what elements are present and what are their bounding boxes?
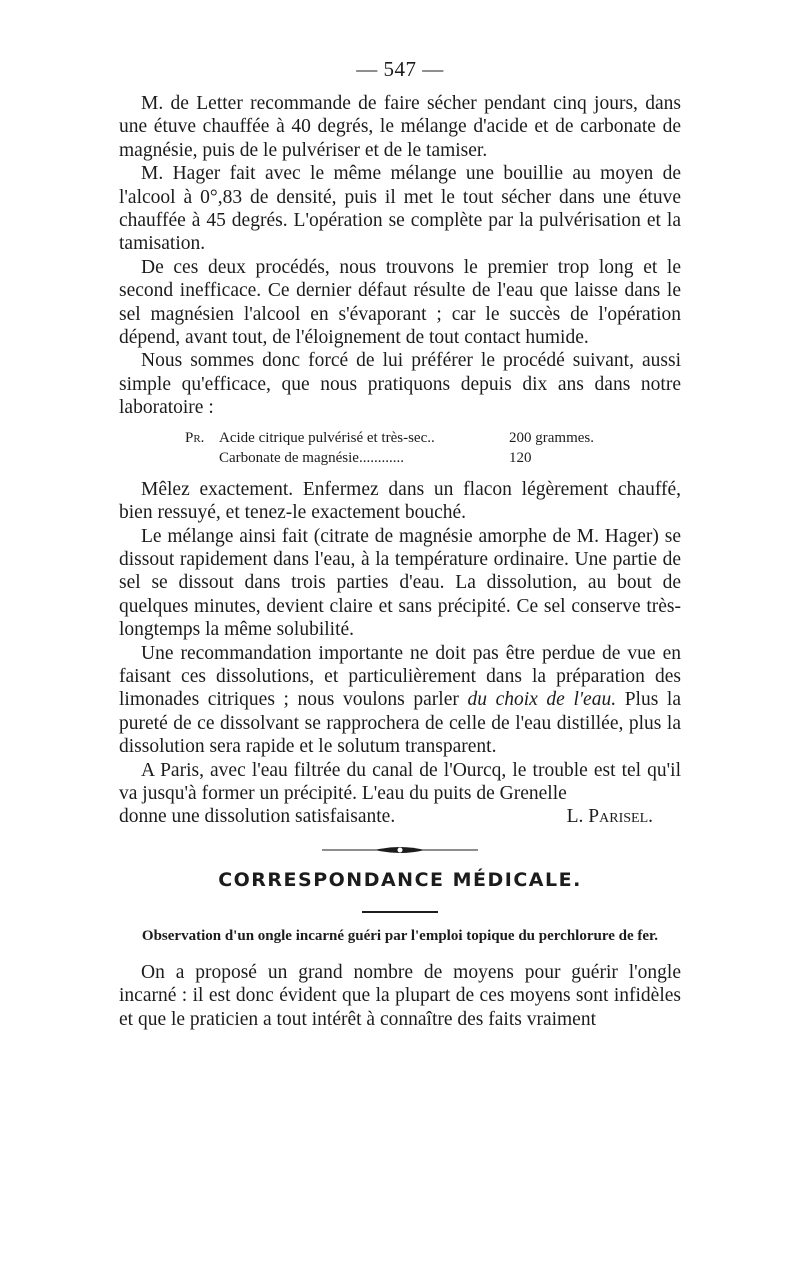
recipe-quantity: 120 — [509, 449, 532, 466]
paragraph-de-letter: M. de Letter recommande de faire sécher pendant cinq jours, dans une étuve chauffée à 40 degrés, le mélange d'acide et de carbonate de magnésie, puis de le pulvériser et de le tamiser. — [119, 93, 681, 161]
recipe-row — [119, 428, 681, 448]
recipe-item: Carbonate de magnésie............ — [219, 449, 404, 466]
paragraph-melange: Le mélange ainsi fait (citrate de magnésie amorphe de M. Hager) se dissout rapidement dans l'eau, à la température ordinaire. Une partie de sel se dissout dans trois parties d'eau. La dissolution, au bout de quelques minutes, devient claire et sans précipité. Ce sel conserve très-longtemps la même solubilité. — [119, 525, 681, 641]
ornamental-divider — [320, 845, 480, 855]
paragraph-paris: A Paris, avec l'eau filtrée du canal de l'Ourcq, le trouble est tel qu'il va jusqu'à former un précipité. L'eau du puits de Grenelle — [119, 759, 681, 804]
recipe-quantity: 200 grammes. — [509, 429, 594, 446]
paragraph-recommandation — [119, 642, 681, 759]
section-title: CORRESPONDANCE MÉDICALE. — [218, 868, 582, 891]
recipe-item: Acide citrique pulvérisé et très-sec.. — [219, 429, 435, 446]
paragraph-paris-last-line: donne une dissolution satisfaisante. — [119, 806, 396, 828]
ornament-icon — [320, 845, 480, 855]
page-number: — 547 — — [356, 57, 444, 81]
article-title: Observation d'un ongle incarné guéri par l'emploi topique du perchlorure de fer. — [141, 927, 659, 944]
choix-de-leau-emphasis: du choix de l'eau. — [467, 689, 617, 711]
document-page — [119, 54, 681, 1031]
paragraph-melez: Mêlez exactement. Enfermez dans un flacon légèrement chauffé, bien ressuyé, et tenez-le exactement bouché. — [119, 478, 681, 524]
signature-row — [119, 805, 681, 828]
recommandation-text: Une recommandation importante ne doit pas être perdue de vue en faisant ces dissolutions, et particulièrement dans la préparation des limonades citriques ; nous voulons parler — [119, 642, 681, 711]
recipe-row — [119, 448, 681, 468]
recipe-block — [119, 428, 681, 468]
section-rule — [362, 911, 438, 913]
author-signature: L. Parisel. — [566, 806, 653, 828]
paragraph-procede-suivant: Nous sommes donc forcé de lui préférer le procédé suivant, aussi simple qu'efficace, que nous pratiquons depuis dix ans dans notre laboratoire : — [119, 350, 681, 419]
recommandation-text-end: Plus la pureté de ce dissolvant se rapprochera de celle de l'eau distillée, plus la dissolution sera rapide et le solutum transparent. — [119, 689, 681, 758]
paragraph-deux-procedes: De ces deux procédés, nous trouvons le premier trop long et le second inefficace. Ce dernier défaut résulte de l'eau que laisse dans le sel magnésien l'alcool en s'évaporant ; car le succès de l'opération dépend, avant tout, de l'éloignement de tout contact humide. — [119, 256, 681, 349]
recipe-prefix: Pr. — [185, 429, 205, 446]
paragraph-hager: M. Hager fait avec le même mélange une bouillie au moyen de l'alcool à 0°,83 de densité, puis il met le tout sécher dans une étuve chauffée à 45 degrés. L'opération se complète par la pulvérisation et la tamisation. — [119, 163, 681, 255]
paragraph-ongle-incarne: On a proposé un grand nombre de moyens pour guérir l'ongle incarné : il est donc évident que la plupart de ces moyens sont infidèles et que le praticien a tout intérêt à connaître des faits vraiment — [119, 961, 681, 1030]
